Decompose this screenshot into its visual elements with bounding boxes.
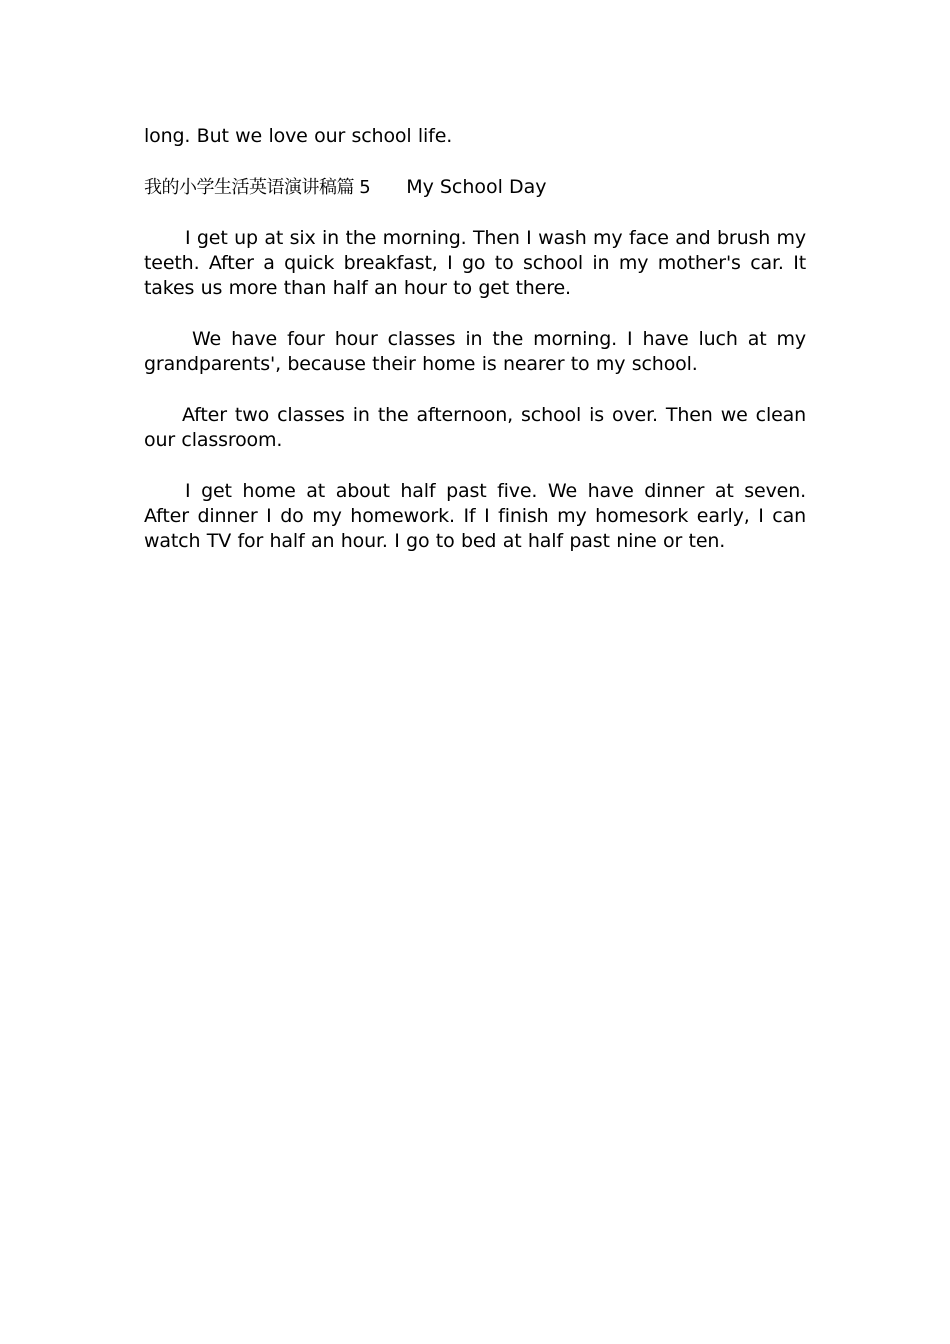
paragraph-afternoon: After two classes in the afternoon, school is over. Then we clean our classroom. bbox=[144, 404, 806, 451]
paragraph-evening: I get home at about half past five. We have dinner at seven. After dinner I do my homework. If I finish my homesork early, I can watch TV for half an hour. I go to bed at half past nine or ten. bbox=[144, 480, 806, 552]
section-heading-english: My School Day bbox=[406, 176, 547, 198]
section-heading bbox=[144, 175, 806, 200]
document-page bbox=[144, 124, 806, 580]
continuation-text: long. But we love our school life. bbox=[144, 125, 453, 147]
section-heading-chinese: 我的小学生活英语演讲稿篇 5 bbox=[144, 177, 371, 198]
paragraph-morning-routine: I get up at six in the morning. Then I wash my face and brush my teeth. After a quick breakfast, I go to school in my mother's car. It takes us more than half an hour to get there. bbox=[144, 227, 806, 299]
paragraph-morning-classes: We have four hour classes in the morning. I have luch at my grandparents', because their home is nearer to my school. bbox=[144, 328, 806, 375]
